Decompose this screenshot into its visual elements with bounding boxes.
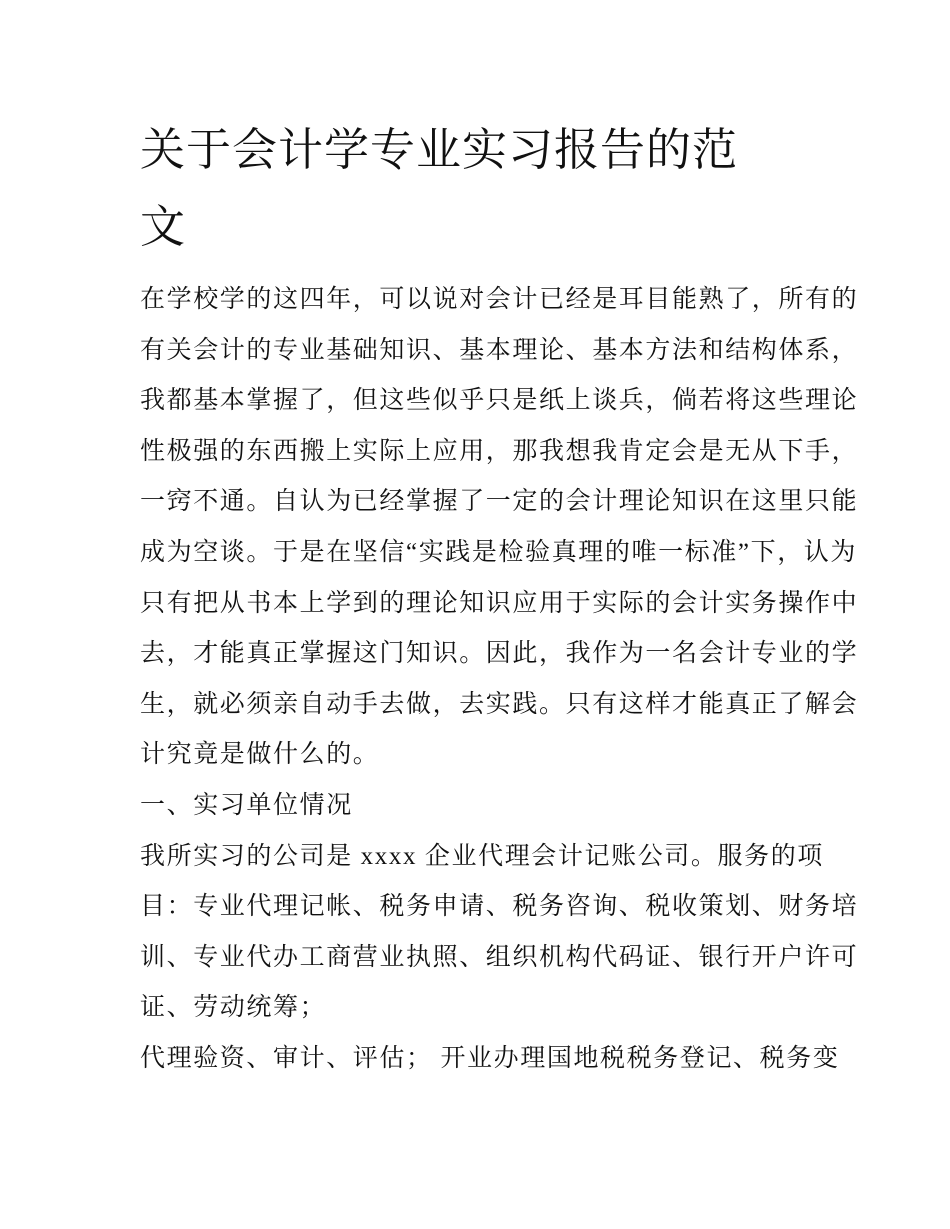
document-title bbox=[140, 112, 840, 266]
body-line: 训、专业代办工商营业执照、组织机构代码证、银行开户许可 bbox=[140, 943, 859, 971]
body-line: 性极强的东西搬上实际上应用，那我想我肯定会是无从下手， bbox=[140, 437, 859, 465]
title-line: 文 bbox=[140, 202, 187, 252]
body-line: 一窍不通。自认为已经掌握了一定的会计理论知识在这里只能 bbox=[140, 488, 859, 516]
body-line: 生，就必须亲自动手去做，去实践。只有这样才能真正了解会 bbox=[140, 690, 859, 718]
body-line: 有关会计的专业基础知识、基本理论、基本方法和结构体系， bbox=[140, 336, 859, 364]
body-line: 计究竟是做什么的。 bbox=[140, 741, 380, 769]
body-line: 证、劳动统筹； bbox=[140, 994, 327, 1022]
body-line: 只有把从书本上学到的理论知识应用于实际的会计实务操作中 bbox=[140, 589, 859, 617]
body-line: 去，才能真正掌握这门知识。因此，我作为一名会计专业的学 bbox=[140, 640, 859, 668]
body-line: 我所实习的公司是 xxxx 企业代理会计记账公司。服务的项 bbox=[140, 842, 824, 870]
body-line: 代理验资、审计、评估； 开业办理国地税税务登记、税务变 bbox=[140, 1044, 840, 1072]
body-line: 在学校学的这四年，可以说对会计已经是耳目能熟了，所有的 bbox=[140, 286, 859, 313]
section-heading: 一、实习单位情况 bbox=[140, 791, 353, 819]
body-line: 我都基本掌握了，但这些似乎只是纸上谈兵，倘若将这些理论 bbox=[140, 387, 859, 415]
body-line: 目：专业代理记帐、税务申请、税务咨询、税收策划、财务培 bbox=[140, 893, 859, 921]
document-body bbox=[140, 275, 859, 1085]
body-line: 成为空谈。于是在坚信“实践是检验真理的唯一标准”下，认为 bbox=[140, 538, 857, 566]
title-line: 关于会计学专业实习报告的范 bbox=[140, 125, 739, 175]
